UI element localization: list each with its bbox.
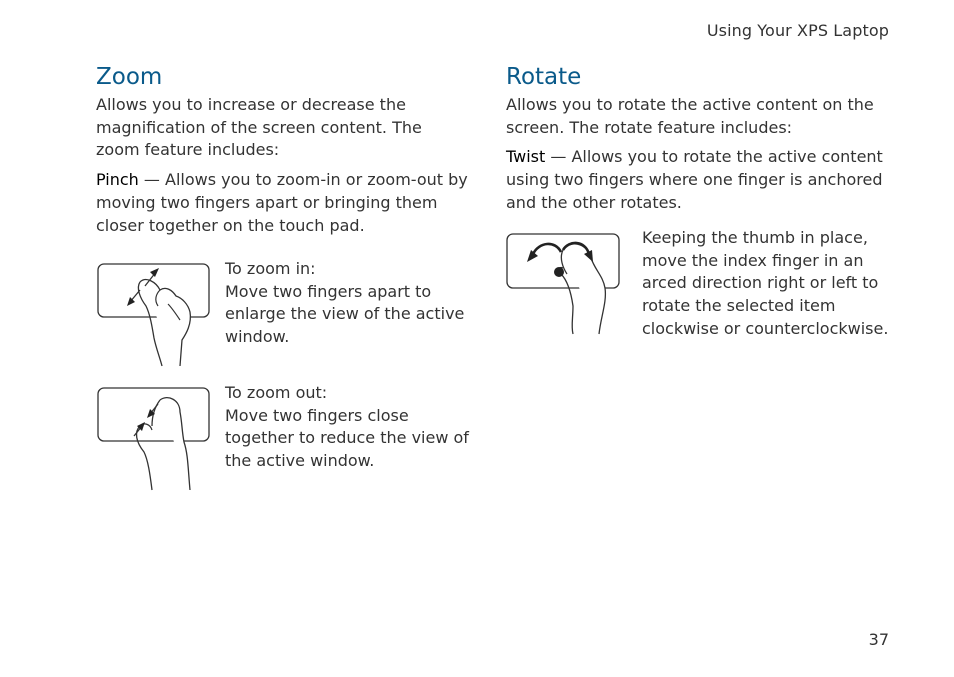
rotate-left-arc: [533, 244, 561, 254]
rotate-section: [506, 64, 891, 215]
twist-term: Twist: [506, 147, 546, 167]
page-number: 37: [868, 630, 889, 649]
zoom-out-heading: To zoom out:: [225, 383, 328, 402]
pinch-description: [96, 169, 476, 237]
zoom-out-text: Move two fingers close together to reduce the view of the active window.: [225, 405, 469, 471]
zoom-intro: Allows you to increase or decrease the magnification of the screen content. The zoom feature includes:: [96, 95, 422, 160]
pinch-desc: — Allows you to zoom-in or zoom-out by moving two fingers apart or bringing them closer together on the touch pad.: [96, 170, 468, 235]
rotate-title: Rotate: [506, 64, 582, 90]
anchor-point: [554, 267, 564, 277]
zoom-in-heading: To zoom in:: [225, 259, 316, 278]
zoom-in-illustration: [96, 262, 214, 368]
twist-illustration: [505, 230, 633, 338]
arrow-out-icon: [150, 268, 159, 277]
twist-desc: — Allows you to rotate the active content using two fingers where one finger is anchored and the other rotates.: [506, 147, 883, 212]
twist-instructions: [642, 227, 892, 341]
zoom-section: [96, 64, 476, 237]
rotate-intro: Allows you to rotate the active content on the screen. The rotate feature includes:: [506, 95, 874, 137]
running-header: Using Your XPS Laptop: [706, 21, 889, 40]
pinch-term: Pinch: [96, 170, 139, 190]
hand-outline: [140, 280, 190, 366]
zoom-in-text: Move two fingers apart to enlarge the view of the active window.: [225, 281, 465, 347]
zoom-out-illustration: [96, 386, 214, 494]
twist-instruction-text: Keeping the thumb in place, move the index finger in an arced direction right or left to rotate the selected item clockwise or counterclockwise.: [642, 228, 889, 338]
zoom-in-instructions: [225, 258, 475, 349]
rotate-left-icon: [527, 250, 538, 262]
twist-description: [506, 146, 891, 214]
zoom-out-instructions: [225, 382, 475, 473]
zoom-title: Zoom: [96, 64, 163, 90]
hand-outline: [160, 398, 190, 490]
